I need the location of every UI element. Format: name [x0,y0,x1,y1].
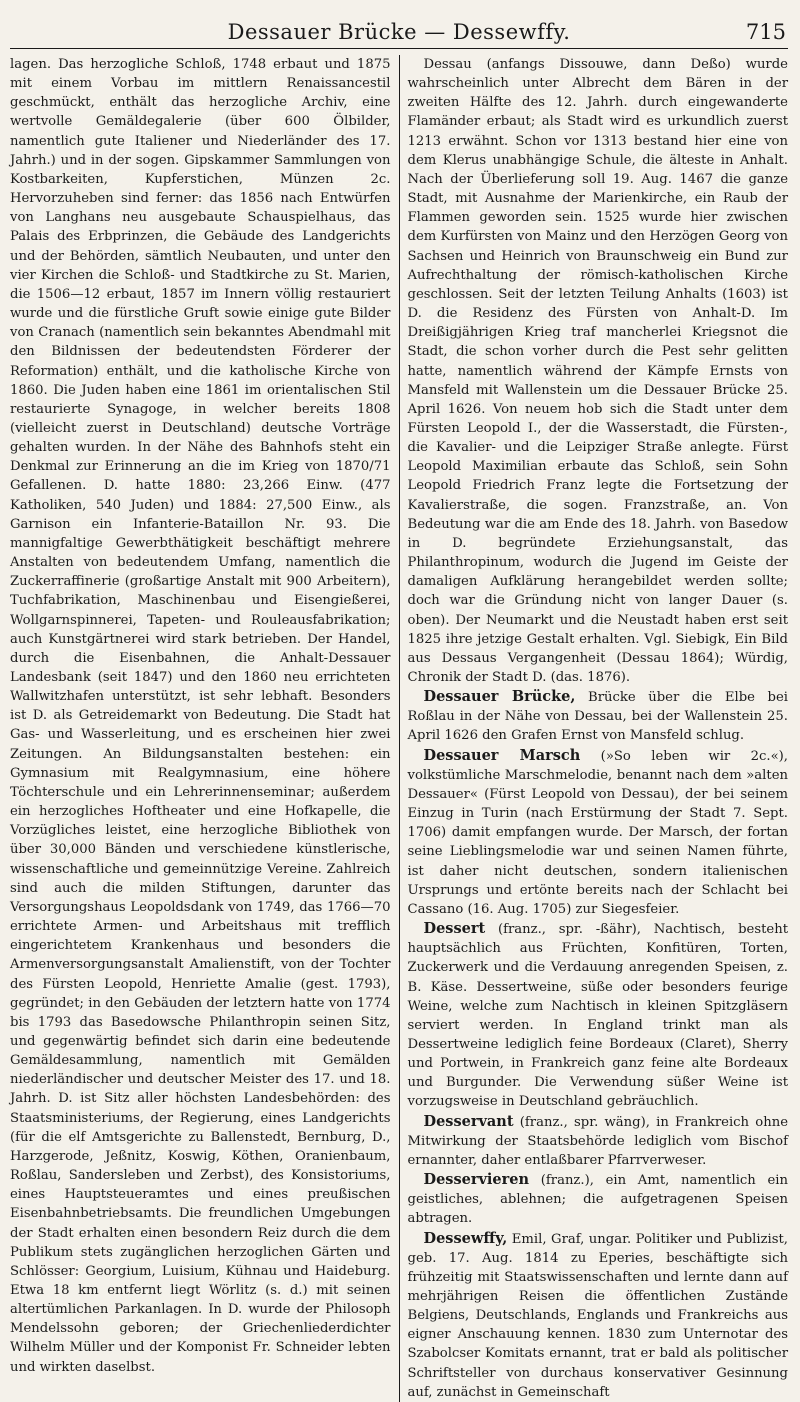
entry-text: (franz.), ein Amt, namentlich ein geistliches, ablehnen; die aufgetragenen Speisen abtragen. [407,1173,788,1227]
entry-desservant [408,1112,789,1170]
entry-headword: Desservieren [423,1171,530,1189]
entry-text: Brücke über die Elbe bei Roßlau in der Nähe von Dessau, bei der Wallenstein 25. April 1626 den Grafen Ernst von Mansfeld schlug. [407,690,788,744]
right-column [400,55,789,1402]
entry-headword: Desservant [423,1112,514,1130]
entry-text: (franz., spr. -ßähr), Nachtisch, besteht hauptsächlich aus Früchten, Konfitüren, Torten, Zuckerwerk und die Verdauung anregenden Speisen, z. B. Käse. Dessertweine, süße oder besonders feurige Weine, welche zum Nachtisch in kleinen Spitzgläsern serviert werden. In England trinkt man als Dessertweine lediglich feine Bordeaux (Claret), Sherry und Portwein, in Frankreich ganz feine alte Bordeaux und Burgunder. Die Verwendung süßer Weine ist vorzugsweise in Deutschland gebräuchlich. [407,922,788,1110]
entry-desservieren [408,1170,789,1228]
entry-headword: Dessauer Marsch [423,746,581,764]
entry-dessauer-bruecke [408,687,789,745]
left-column [10,55,400,1402]
page-number: 715 [745,20,786,44]
entry-text: (franz., spr. wäng), in Frankreich ohne Mitwirkung der Staatsbehörde lediglich vom Bischof ernannter, daher entlaßbarer Pfarrverweser. [407,1114,788,1168]
page-header [10,18,788,49]
entry-text: Emil, Graf, ungar. Politiker und Publizist, geb. 17. Aug. 1814 zu Eperies, beschäftigte sich frühzeitig mit Staatswissenschaften und lernte dann auf mehrjährigen Reisen die öffentlichen Zustände Belgiens, Deutschlands, Englands und Frankreichs aus eigner Anschauung kennen. 1830 zum Unternotar des Szabolcser Komitats ernannt, trat er bald als politischer Schriftsteller von durchaus konservativer Gesinnung auf, zunächst in Gemeinschaft [407,1231,788,1400]
left-column-text: lagen. Das herzogliche Schloß, 1748 erbaut und 1875 mit einem Vorbau im mittlern Renaissancestil geschmückt, enthält das herzogliche Archiv, eine wertvolle Gemäldegalerie (über 600 Ölbilder, namentlich gute Italiener und Niederländer des 17. Jahrh.) und in der sogen. Gipskammer Sammlungen von Kostbarkeiten, Kupferstichen, Münzen 2c. Hervorzuheben sind ferner: das 1856 nach Entwürfen von Langhans neu ausgebaute Schauspielhaus, das Palais des Erbprinzen, die Gebäude des Landgerichts und der Behörden, sämtlich Neubauten, und unter den vier Kirchen die Schloß- und Stadtkirche zu St. Marien, die 1506—12 erbaut, 1857 im Innern völlig restauriert wurde und die fürstliche Gruft sowie einige gute Bilder von Cranach (namentlich sein bekanntes Abendmahl mit den Bildnissen der bedeutendsten Förderer der Reformation) enthält, und die katholische Kirche von 1860. Die Juden haben eine 1861 im orientalischen Stil restaurierte Synagoge, in welcher bereits 1808 (vielleicht zuerst in Deutschland) deutsche Vorträge gehalten wurden. In der Nähe des Bahnhofs steht ein Denkmal zur Erinnerung an die im Krieg von 1870/71 Gefallenen. D. hatte 1880: 23,266 Einw. (477 Katholiken, 540 Juden) und 1884: 27,500 Einw., als Garnison ein Infanterie-Bataillon Nr. 93. Die mannigfaltige Gewerbthätigkeit beschäftigt mehrere Anstalten von bedeutendem Umfang, namentlich die Zuckerraffinerie (großartige Anstalt mit 900 Arbeitern), Tuchfabrikation, Maschinenbau und Eisengießerei, Wollgarnspinnerei, Tapeten- und Rouleausfabrikation; auch Kunstgärtnerei wird stark betrieben. Der Handel, durch die Eisenbahnen, die Anhalt-Dessauer Landesbank (seit 1847) und den 1860 neu errichteten Wallwitzhafen unterstützt, ist sehr lebhaft. Besonders ist D. als Getreidemarkt von Bedeutung. Die Stadt hat Gas- und Wasserleitung, und es erscheinen hier zwei Zeitungen. An Bildungsanstalten bestehen: ein Gymnasium mit Realgymnasium, eine höhere Töchterschule und ein Lehrerinnenseminar; außerdem ein herzogliches Hoftheater und eine Hofkapelle, die Vorzügliches leistet, eine herzogliche Bibliothek von über 30,000 Bänden und verschiedene künstlerische, wissenschaftliche und gemeinnützige Vereine. Zahlreich sind auch die milden Stiftungen, darunter das Versorgungshaus Leopoldsdank von 1749, das 1766—70 errichtete Armen- und Arbeitshaus mit trefflich eingerichtetem Krankenhaus und besonders die Armenversorgungsanstalt Amalienstift, von der Tochter des Fürsten Leopold, Henriette Amalie (gest. 1793), gegründet; in den Gebäuden der letztern hatte von 1774 bis 1793 das Basedowsche Philanthropin seinen Sitz, und gegenwärtig befindet sich darin eine bedeutende Gemäldesammlung, namentlich mit Gemälden niederländischer und deutscher Meister des 17. und 18. Jahrh. D. ist Sitz aller höchsten Landesbehörden: des Staatsministeriums, der Regierung, eines Landgerichts (für die elf Amtsgerichte zu Ballenstedt, Bernburg, D., Harzgerode, Jeßnitz, Koswig, Köthen, Oranienbaum, Roßlau, Sandersleben und Zerbst), des Konsistoriums, eines Hauptsteueramtes und eines preußischen Eisenbahnbetriebsamts. Die freundlichen Umgebungen der Stadt erhalten einen besondern Reiz durch die dem Publikum stets zugänglichen herzoglichen Gärten und Schlösser: Georgium, Luisium, Kühnau und Haideburg. Etwa 18 km entfernt liegt Wörlitz (s. d.) mit seinen altertümlichen Parkanlagen. In D. wurde der Philosoph Mendelssohn geboren; der Griechenliederdichter Wilhelm Müller und der Komponist Fr. Schneider lebten und wirkten daselbst. [10,57,391,1375]
entry-text: (»So leben wir 2c.«), volkstümliche Marschmelodie, benannt nach dem »alten Dessauer« (Fürst Leopold von Dessau), der bei seinem Einzug in Turin (nach Erstürmung der Stadt 7. Sept. 1706) damit empfangen wurde. Der Marsch, der fortan seine Lieblingsmelodie war und seinen Namen führte, ist daher nicht deutschen, sondern italienischen Ursprungs und ertönte bereits nach der Schlacht bei Cassano (16. Aug. 1705) zur Siegesfeier. [407,748,788,917]
entry-headword: Dessewffy, [423,1229,508,1247]
entry-headword: Dessert [423,920,486,938]
history-paragraph: Dessau (anfangs Dissouwe, dann Deßo) wurde wahrscheinlich unter Albrecht dem Bären in der zweiten Hälfte des 12. Jahrh. durch eingewanderte Flamänder erbaut; als Stadt wird es urkundlich zuerst 1213 erwähnt. Schon vor 1313 bestand hier eine von dem Klerus unabhängige Schule, die älteste in Anhalt. Nach der Überlieferung soll 19. Aug. 1467 die ganze Stadt, mit Ausnahme der Marienkirche, ein Raub der Flammen geworden sein. 1525 wurde hier zwischen dem Kurfürsten von Mainz und den Herzögen Georg von Sachsen und Heinrich von Braunschweig ein Bund zur Aufrechthaltung der römisch-katholischen Kirche geschlossen. Seit der letzten Teilung Anhalts (1603) ist D. die Residenz des Fürsten von Anhalt-D. Im Dreißigjährigen Krieg traf mancherlei Kriegsnot die Stadt, die schon vorher durch die Pest sehr gelitten hatte, namentlich während der Kämpfe Ernsts von Mansfeld mit Wallenstein um die Dessauer Brücke 25. April 1626. Von neuem hob sich die Stadt unter dem Fürsten Leopold I., der die Wasserstadt, die Fürsten-, die Kavalier- und die Leipziger Straße anlegte. Fürst Leopold Maximilian erbaute das Schloß, sein Sohn Leopold Friedrich Franz legte die Fortsetzung der Kavalierstraße, die sogen. Franzstraße, an. Von Bedeutung war die am Ende des 18. Jahrh. von Basedow in D. begründete Erziehungsanstalt, das Philanthropinum, wodurch die Jugend im Geiste der damaligen Aufklärung herangebildet werden sollte; doch war die Gründung nicht von langer Dauer (s. oben). Der Neumarkt und die Neustadt haben erst seit 1825 ihre jetzige Gestalt erhalten. Vgl. Siebigk, Ein Bild aus Dessaus Vergangenheit (Dessau 1864); Würdig, Chronik der Stadt D. (das. 1876). [407,57,788,685]
entry-dessert [408,919,789,1112]
text-columns [10,55,788,1402]
entry-dessewffy [408,1229,789,1402]
entry-headword: Dessauer Brücke, [423,688,576,706]
running-title: Dessauer Brücke — Dessewffy. [227,20,571,44]
entry-dessauer-marsch [408,746,789,919]
